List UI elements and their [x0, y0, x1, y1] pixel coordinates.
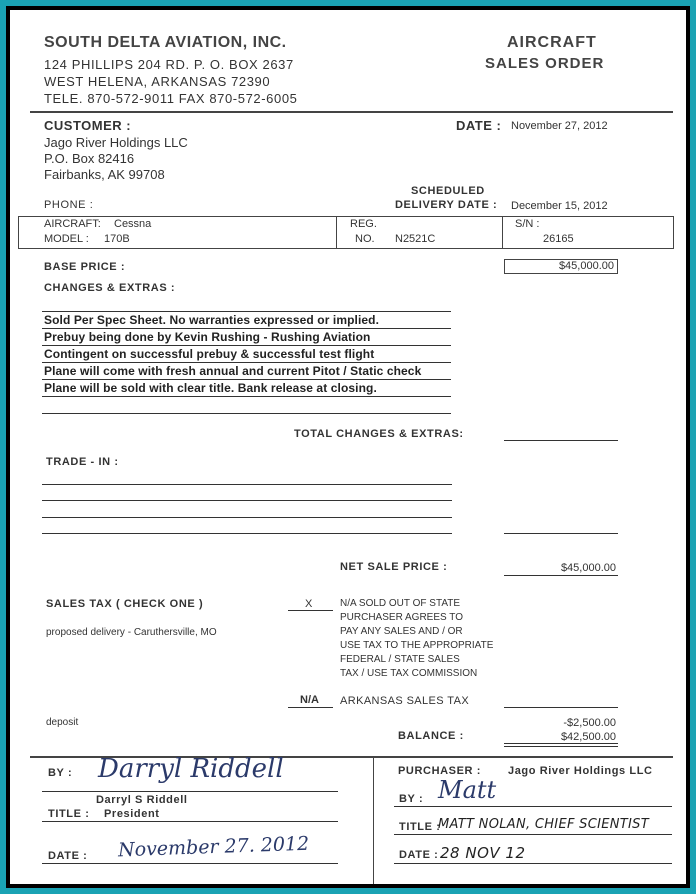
- tax-option1-line4: USE TAX TO THE APPROPRIATE: [340, 640, 494, 651]
- model-label: MODEL :: [44, 233, 89, 245]
- seller-date-value: November 27. 2012: [117, 832, 310, 862]
- seller-date-line: [42, 863, 338, 864]
- purchaser-title-label: TITLE :: [399, 821, 441, 833]
- aircraft-label: AIRCRAFT:: [44, 218, 101, 230]
- purchaser-by-line: [394, 806, 672, 807]
- delivery-date-value: December 15, 2012: [511, 200, 608, 212]
- trade-in-rule-2: [42, 500, 452, 501]
- trade-in-label: TRADE - IN :: [46, 456, 119, 468]
- reg-value: N2521C: [395, 233, 436, 245]
- tax-option2: ARKANSAS SALES TAX: [340, 695, 470, 707]
- trade-in-rule-3: [42, 517, 452, 518]
- model-value: 170B: [104, 233, 130, 245]
- changes-line-2: Prebuy being done by Kevin Rushing - Rushing Aviation: [44, 330, 371, 344]
- sales-tax-label: SALES TAX ( CHECK ONE ): [46, 598, 204, 610]
- deposit-label: deposit: [46, 717, 79, 728]
- changes-rule-2: [42, 345, 451, 346]
- tax-option1-line2: PURCHASER AGREES TO: [340, 612, 463, 623]
- doc-title-line1: AIRCRAFT: [507, 34, 597, 51]
- aircraft-box-divider1: [336, 217, 337, 248]
- sn-label: S/N :: [515, 218, 540, 230]
- tax-mark-2: N/A: [300, 694, 319, 706]
- aircraft-value: Cessna: [114, 218, 152, 230]
- seller-by-label: BY :: [48, 767, 73, 779]
- company-name: SOUTH DELTA AVIATION, INC.: [44, 34, 287, 51]
- total-changes-label: TOTAL CHANGES & EXTRAS:: [294, 428, 464, 440]
- sales-order-document: [10, 10, 686, 884]
- tax-option1-line5: FEDERAL / STATE SALES: [340, 654, 460, 665]
- company-phone: TELE. 870-572-9011 FAX 870-572-6005: [44, 91, 298, 106]
- trade-in-total-line: [504, 533, 618, 534]
- customer-name: Jago River Holdings LLC: [44, 135, 188, 150]
- trade-in-rule-1: [42, 484, 452, 485]
- purchaser-signature: Matt: [438, 776, 497, 804]
- reg-label: REG.: [350, 218, 377, 230]
- changes-rule-4: [42, 379, 451, 380]
- tax-option1-line1: N/A SOLD OUT OF STATE: [340, 598, 461, 609]
- changes-line-4: Plane will come with fresh annual and current Pitot / Static check: [44, 364, 422, 378]
- seller-title-label: TITLE :: [48, 808, 90, 820]
- net-sale-label: NET SALE PRICE :: [340, 561, 448, 573]
- purchaser-label: PURCHASER :: [398, 765, 481, 777]
- seller-signature: Darryl Riddell: [98, 754, 284, 784]
- purchaser-date-label: DATE :: [399, 849, 439, 861]
- reg-no-label: NO.: [355, 233, 375, 245]
- seller-title-line: [42, 821, 338, 822]
- header-divider: [30, 111, 673, 113]
- tax-mark-1: X: [305, 598, 313, 610]
- purchaser-by-label: BY :: [399, 793, 424, 805]
- base-price-value: $45,000.00: [558, 260, 614, 272]
- customer-address: P.O. Box 82416: [44, 151, 135, 166]
- customer-city: Fairbanks, AK 99708: [44, 167, 165, 182]
- seller-title-value: President: [104, 808, 160, 820]
- balance-value: $42,500.00: [560, 731, 616, 743]
- doc-title-line2: SALES ORDER: [485, 55, 605, 72]
- tax-amount-line: [504, 707, 618, 708]
- changes-line-5: Plane will be sold with clear title. Bank release at closing.: [44, 381, 377, 395]
- changes-label: CHANGES & EXTRAS :: [44, 282, 176, 294]
- deposit-value: -$2,500.00: [563, 717, 616, 729]
- balance-line-1: [504, 743, 618, 744]
- changes-line-1: Sold Per Spec Sheet. No warranties expressed or implied.: [44, 313, 380, 327]
- delivery-date-label: DELIVERY DATE :: [395, 199, 498, 211]
- aircraft-box-divider2: [502, 217, 503, 248]
- delivery-note: proposed delivery - Caruthersville, MO: [46, 627, 217, 638]
- purchaser-title-line: [394, 834, 672, 835]
- purchaser-date-line: [394, 863, 672, 864]
- balance-line-2: [504, 746, 618, 747]
- signature-vertical-divider: [373, 757, 374, 884]
- sn-value: 26165: [543, 233, 574, 245]
- purchaser-name: Jago River Holdings LLC: [508, 765, 653, 777]
- changes-rule-1: [42, 328, 451, 329]
- changes-rule-5: [42, 396, 451, 397]
- changes-line-top: [42, 311, 451, 312]
- company-address1: 124 PHILLIPS 204 RD. P. O. BOX 2637: [44, 57, 294, 72]
- seller-date-label: DATE :: [48, 850, 88, 862]
- changes-line-3: Contingent on successful prebuy & successful test flight: [44, 347, 375, 361]
- tax-option1-line3: PAY ANY SALES AND / OR: [340, 626, 463, 637]
- purchaser-date-value: 28 NOV 12: [440, 844, 526, 862]
- company-address2: WEST HELENA, ARKANSAS 72390: [44, 74, 271, 89]
- trade-in-rule-4: [42, 533, 452, 534]
- scheduled-label: SCHEDULED: [411, 185, 485, 197]
- net-sale-value: $45,000.00: [560, 562, 616, 574]
- date-value: November 27, 2012: [511, 120, 608, 132]
- seller-name: Darryl S Riddell: [96, 794, 188, 806]
- tax-check-line-2: [288, 707, 333, 708]
- changes-rule-3: [42, 362, 451, 363]
- total-changes-line: [504, 440, 618, 441]
- phone-label: PHONE :: [44, 199, 94, 211]
- tax-check-line-1: [288, 610, 333, 611]
- date-label: DATE :: [456, 118, 502, 133]
- seller-by-line: [42, 791, 338, 792]
- net-sale-line: [504, 575, 618, 576]
- base-price-label: BASE PRICE :: [44, 261, 126, 273]
- changes-rule-6: [42, 413, 451, 414]
- tax-option1-line6: TAX / USE TAX COMMISSION: [340, 668, 478, 679]
- balance-label: BALANCE :: [398, 730, 464, 742]
- purchaser-title-value: MATT NOLAN, CHIEF SCIENTIST: [438, 817, 649, 832]
- customer-label: CUSTOMER :: [44, 118, 132, 133]
